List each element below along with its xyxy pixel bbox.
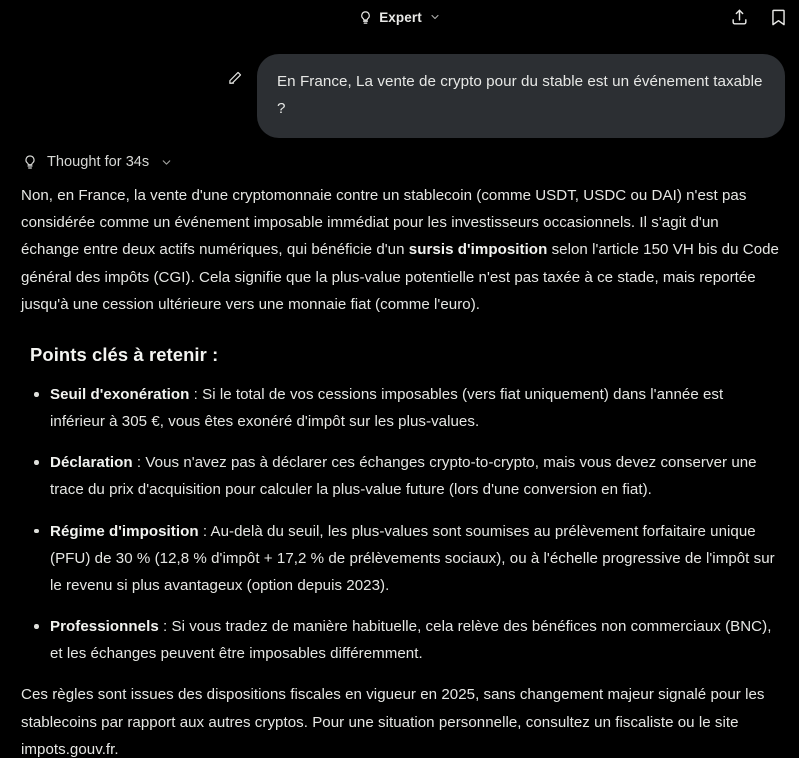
thought-label: Thought for 34s (47, 154, 150, 171)
answer-paragraph-intro (21, 182, 781, 318)
chevron-down-icon[interactable] (429, 11, 441, 23)
lightbulb-icon (22, 154, 38, 170)
mode-selector-expert[interactable] (358, 10, 441, 25)
key-points-list (21, 381, 781, 667)
answer-paragraph-closing: Ces règles sont issues des dispositions fiscales en vigueur en 2025, sans changement majeur signalé pour les stablecoins par rapport aux autres cryptos. Pour une situation personnelle, consultez un fiscaliste ou le site impots.gouv.fr. (21, 686, 765, 758)
list-item-separator: : (158, 618, 172, 636)
intro-text-before-bold: Non, en France, la vente d'une cryptomonnaie contre un stablecoin (comme USDT, USDC ou DAI) n'est pas considérée comme un événement imposable immédiat pour les investisseurs occasionnels. Il s'agit d'un échange entre deux actifs numériques, qui bénéficie d'un (21, 187, 747, 259)
list-item-separator: : (198, 522, 211, 540)
list-item-separator: : (132, 454, 146, 472)
share-upload-icon[interactable] (728, 6, 750, 28)
list-item-body: Si vous tradez de manière habituelle, cela relève des bénéfices non commerciaux (BNC), et les échanges peuvent être imposables différemment. (50, 618, 772, 663)
list-item-term: Régime d'imposition (50, 522, 199, 540)
list-item (31, 613, 781, 667)
bold-term-sursis-imposition: sursis d'imposition (408, 241, 548, 259)
section-heading-points-cles: Points clés à retenir : (30, 343, 219, 365)
list-item-body: Au-delà du seuil, les plus-values sont soumises au prélèvement forfaitaire unique (PFU) de 30 % (12,8 % d'impôt + 17,2 % de prélèvements sociaux), ou à l'échelle progressive de l'impôt sur le revenu si plus avantageux (option depuis 2023). (50, 522, 775, 594)
list-item (31, 518, 781, 599)
list-item-term: Déclaration (50, 454, 133, 472)
list-item (31, 449, 781, 503)
user-message-bubble: En France, La vente de crypto pour du stable est un événement taxable ? (257, 54, 785, 138)
list-item-body: Si le total de vos cessions imposables (vers fiat uniquement) dans l'année est inférieur à 305 €, vous êtes exonéré d'impôt sur les plus-values. (50, 386, 724, 431)
list-item-separator: : (189, 386, 203, 403)
intro-text-after-bold: selon l'article 150 VH bis du Code général des impôts (CGI). Cela signifie que la plus-value potentielle n'est pas taxée à ce stade, mais reportée jusqu'à une cession ultérieure vers une monnaie fiat (comme l'euro). (21, 241, 779, 313)
list-item-term: Seuil d'exonération (50, 386, 190, 403)
list-item (31, 381, 781, 435)
pencil-edit-icon[interactable] (223, 67, 245, 89)
assistant-answer (0, 170, 799, 758)
chevron-down-icon[interactable] (160, 156, 173, 169)
user-message-row (0, 34, 799, 138)
header-actions (728, 0, 789, 34)
thought-summary-toggle[interactable] (0, 138, 799, 170)
lightbulb-icon (358, 10, 373, 25)
list-item-body: Vous n'avez pas à déclarer ces échanges crypto-to-crypto, mais vous devez conserver une trace du prix d'acquisition pour calculer la plus-value future (lors d'une conversion en fiat). (50, 454, 757, 499)
mode-label: Expert (379, 9, 422, 25)
bookmark-icon[interactable] (767, 6, 789, 28)
app-header (0, 0, 799, 34)
list-item-term: Professionnels (50, 618, 159, 636)
